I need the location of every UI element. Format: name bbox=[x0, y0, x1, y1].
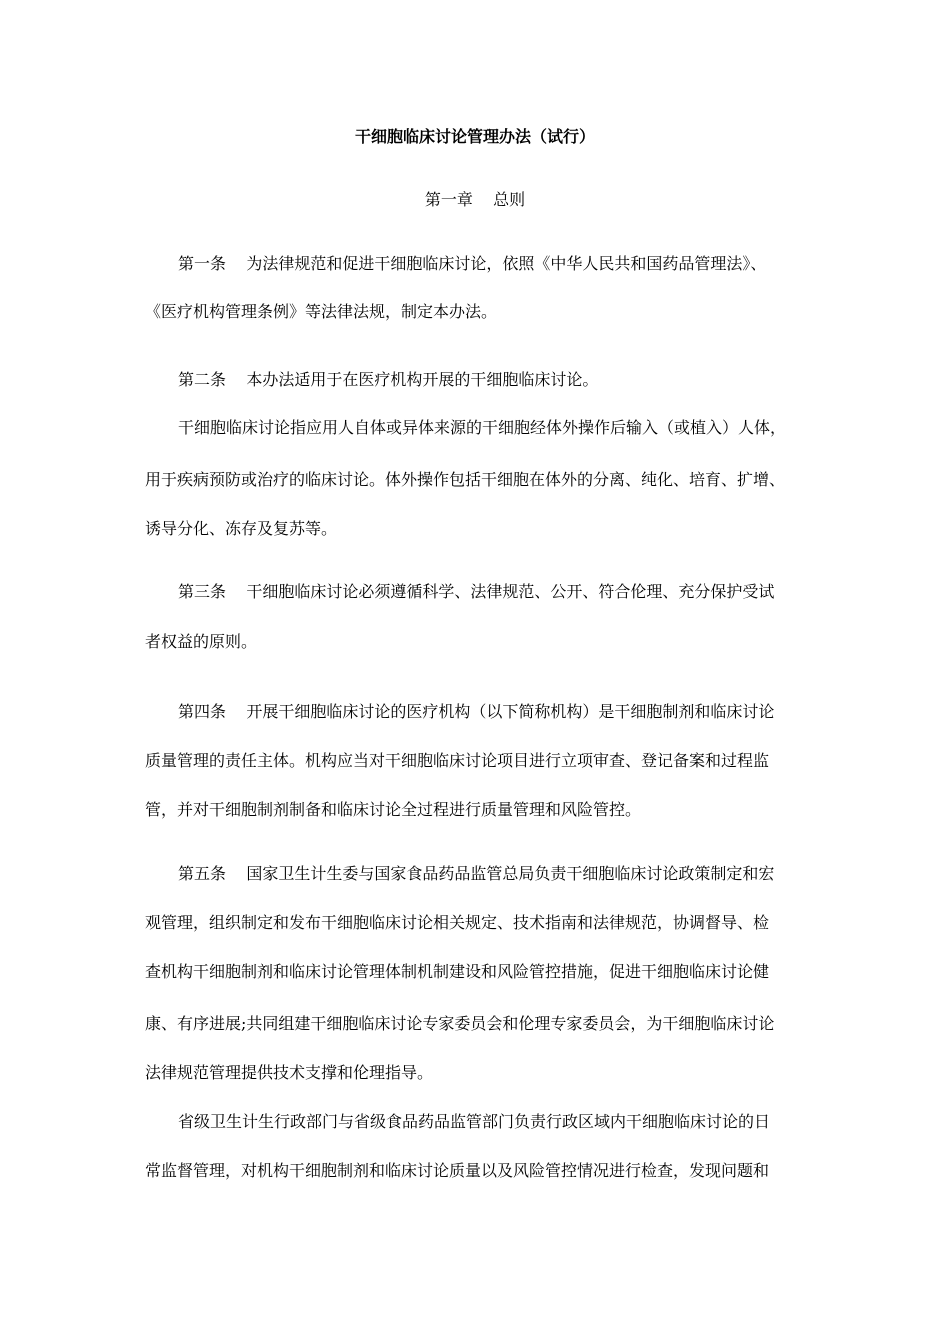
article-2-line-1: 第二条 本办法适用于在医疗机构开展的干细胞临床讨论。 bbox=[178, 370, 599, 389]
article-5-line-3: 查机构干细胞制剂和临床讨论管理体制机制建设和风险管控措施，促进干细胞临床讨论健 bbox=[145, 962, 770, 981]
article-5-line-2: 观管理，组织制定和发布干细胞临床讨论相关规定、技术指南和法律规范，协调督导、检 bbox=[145, 913, 770, 932]
article-5-line-1: 第五条 国家卫生计生委与国家食品药品监管总局负责干细胞临床讨论政策制定和宏 bbox=[178, 864, 775, 883]
article-5-line-5: 法律规范管理提供技术支撑和伦理指导。 bbox=[145, 1063, 434, 1082]
article-4-line-2: 质量管理的责任主体。机构应当对干细胞临床讨论项目进行立项审查、登记备案和过程监 bbox=[145, 751, 770, 770]
article-2-para-2-line-2: 用于疾病预防或治疗的临床讨论。体外操作包括干细胞在体外的分离、纯化、培育、扩增、 bbox=[145, 470, 786, 489]
article-2-para-2-line-3: 诱导分化、冻存及复苏等。 bbox=[145, 519, 338, 538]
article-1-line-2: 《医疗机构管理条例》等法律法规，制定本办法。 bbox=[145, 302, 498, 321]
article-4-line-1: 第四条 开展干细胞临床讨论的医疗机构（以下简称机构）是干细胞制剂和临床讨论 bbox=[178, 702, 775, 721]
article-2-para-2-line-1: 干细胞临床讨论指应用人自体或异体来源的干细胞经体外操作后输入（或植入）人体， bbox=[178, 418, 787, 437]
article-1-line-1: 第一条 为法律规范和促进干细胞临床讨论，依照《中华人民共和国药品管理法》、 bbox=[178, 254, 767, 273]
article-3-line-1: 第三条 干细胞临床讨论必须遵循科学、法律规范、公开、符合伦理、充分保护受试 bbox=[178, 582, 775, 601]
article-5-para-2-line-1: 省级卫生计生行政部门与省级食品药品监管部门负责行政区域内干细胞临床讨论的日 bbox=[178, 1112, 771, 1131]
document-title: 干细胞临床讨论管理办法（试行） bbox=[354, 127, 595, 146]
article-5-line-4: 康、有序进展;共同组建干细胞临床讨论专家委员会和伦理专家委员会，为干细胞临床讨论 bbox=[145, 1014, 775, 1033]
article-4-line-3: 管，并对干细胞制剂制备和临床讨论全过程进行质量管理和风险管控。 bbox=[145, 800, 642, 819]
chapter-heading: 第一章 总则 bbox=[424, 190, 526, 209]
article-5-para-2-line-2: 常监督管理，对机构干细胞制剂和临床讨论质量以及风险管控情况进行检查，发现问题和 bbox=[145, 1161, 770, 1180]
article-3-line-2: 者权益的原则。 bbox=[145, 632, 258, 651]
